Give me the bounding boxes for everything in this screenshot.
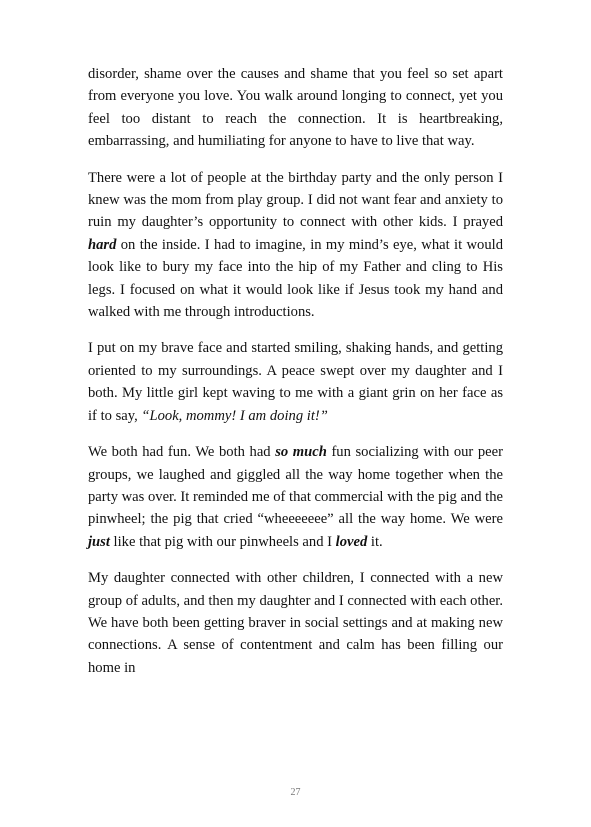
paragraph-4-text-e: like that pig with our pinwheels and I (109, 533, 336, 550)
quote-look-mommy: “Look, mommy! I am doing it!” (141, 407, 328, 424)
emphasis-just: just (88, 533, 110, 550)
page-number: 27 (290, 787, 301, 798)
body-text (88, 63, 503, 693)
paragraph-2-text-c: on the inside. I had to imagine, in my mind’s eye, what it would look like to bury my face into the hip of my Father and cling to His legs. I focused on what it would look like if Jesus took my hand and walked with me through introductions. (88, 236, 503, 321)
paragraph-2 (88, 167, 503, 324)
paragraph-4-text-a: We both had fun. We both had (88, 444, 276, 461)
emphasis-loved: loved (335, 533, 368, 550)
emphasis-hard: hard (88, 236, 117, 253)
paragraph-3 (88, 337, 503, 427)
paragraph-3-text-a: I put on my brave face and started smiling, shaking hands, and getting oriented to my surroundings. A peace swept over my daughter and I both. My little girl kept waving to me with a giant grin on her face as if to say, (88, 340, 503, 424)
paragraph-2-text-a: There were a lot of people at the birthday party and the only person I knew was the mom from play group. I did not want fear and anxiety to ruin my daughter’s opportunity to connect with other kids. I prayed (88, 169, 503, 231)
paragraph-1: disorder, shame over the causes and shame that you feel so set apart from everyone you love. You walk around longing to connect, yet you feel too distant to reach the connection. It is heartbreaking, embarrassing, and humiliating for anyone to have to live that way. (88, 66, 503, 150)
emphasis-so-much: so much (275, 444, 327, 461)
paragraph-5: My daughter connected with other children, I connected with a new group of adults, and then my daughter and I connected with each other. We have both been getting braver in social settings and at making new connections. A sense of contentment and calm has been filling our home in (88, 570, 503, 676)
paragraph-4-text-g: it. (367, 533, 383, 550)
paragraph-4 (88, 441, 503, 553)
paragraph-4-text-c: fun socializing with our peer groups, we laughed and giggled all the way home together when the party was over. It reminded me of that commercial with the pig and the pinwheel; the pig that cried “wheeeeeee” all the way home. We were (88, 444, 504, 528)
